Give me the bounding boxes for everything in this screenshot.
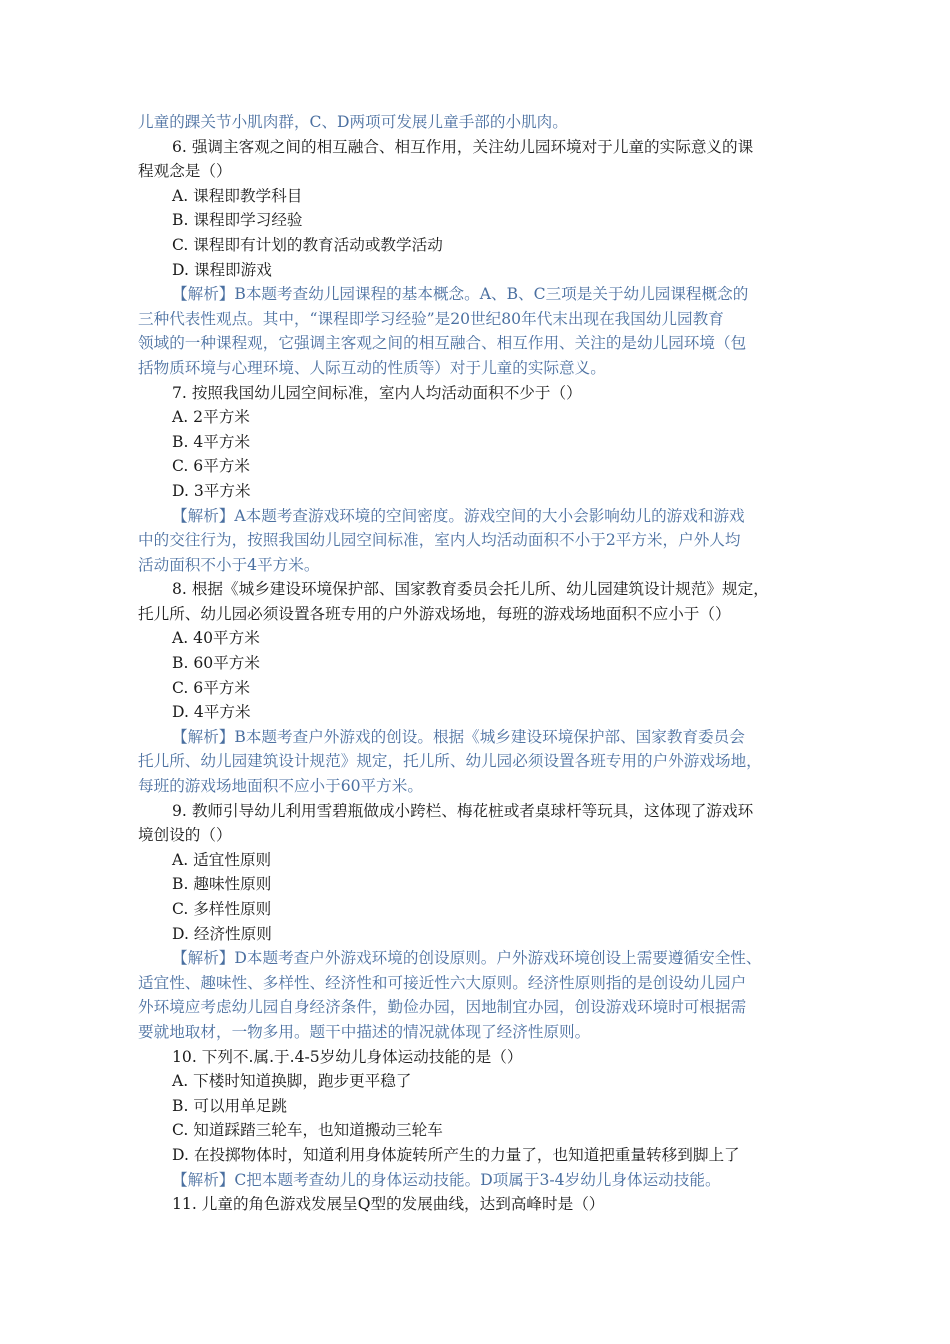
question-line: 境创设的（） bbox=[138, 826, 232, 845]
analysis-line: 【解析】B本题考查户外游戏的创设。根据《城乡建设环境保护部、国家教育委员会 bbox=[172, 727, 745, 746]
question-line: 托儿所、幼儿园必须设置各班专用的户外游戏场地，每班的游戏场地面积不应小于（） bbox=[138, 604, 731, 623]
question-line: B. 课程即学习经验 bbox=[172, 211, 303, 230]
question-line: A. 40平方米 bbox=[172, 629, 260, 648]
question-line: 11. 儿童的角色游戏发展呈Q型的发展曲线，达到高峰时是（） bbox=[172, 1195, 605, 1214]
analysis-line: 三种代表性观点。其中，“课程即学习经验”是20世纪80年代末出现在我国幼儿园教育 bbox=[138, 309, 724, 328]
analysis-line: 括物质环境与心理环境、人际互动的性质等）对于儿童的实际意义。 bbox=[138, 358, 606, 377]
analysis-line: 活动面积不小于4平方米。 bbox=[138, 555, 320, 574]
question-line: D. 4平方米 bbox=[172, 703, 251, 722]
question-line: C. 课程即有计划的教育活动或教学活动 bbox=[172, 235, 443, 254]
question-line: C. 多样性原则 bbox=[172, 900, 272, 918]
question-line: 9. 教师引导幼儿利用雪碧瓶做成小跨栏、梅花桩或者桌球杆等玩具，这体现了游戏环 bbox=[172, 801, 754, 820]
question-line: D. 课程即游戏 bbox=[172, 260, 272, 279]
question-line: A. 课程即教学科目 bbox=[172, 186, 303, 205]
question-line: 8. 根据《城乡建设环境保护部、国家教育委员会托儿所、幼儿园建筑设计规范》规定， bbox=[172, 580, 769, 599]
question-line: C. 知道踩踏三轮车，也知道搬动三轮车 bbox=[172, 1121, 443, 1140]
document-page bbox=[138, 110, 828, 1217]
analysis-line: 【解析】A本题考查游戏环境的空间密度。游戏空间的大小会影响幼儿的游戏和游戏 bbox=[172, 506, 745, 525]
question-line: A. 适宜性原则 bbox=[172, 850, 272, 869]
question-line: D. 经济性原则 bbox=[172, 924, 272, 943]
analysis-line: 托儿所、幼儿园建筑设计规范》规定，托儿所、幼儿园必须设置各班专用的户外游戏场地， bbox=[138, 752, 762, 771]
question-line: A. 下楼时知道换脚，跑步更平稳了 bbox=[172, 1072, 412, 1091]
question-line: 程观念是（） bbox=[138, 162, 232, 181]
question-line: B. 4平方米 bbox=[172, 432, 251, 451]
question-line: 6. 强调主客观之间的相互融合、相互作用，关注幼儿园环境对于儿童的实际意义的课 bbox=[172, 137, 754, 156]
analysis-line: 【解析】D本题考查户外游戏环境的创设原则。户外游戏环境创设上需要遵循安全性、 bbox=[172, 949, 762, 968]
analysis-line: 要就地取材，一物多用。题干中描述的情况就体现了经济性原则。 bbox=[138, 1022, 591, 1041]
question-line: C. 6平方米 bbox=[172, 457, 250, 476]
question-line: 10. 下列不.属.于.4-5岁幼儿身体运动技能的是（） bbox=[172, 1047, 523, 1066]
question-line: B. 可以用单足跳 bbox=[172, 1096, 287, 1115]
question-line: B. 趣味性原则 bbox=[172, 875, 272, 894]
question-line: A. 2平方米 bbox=[172, 408, 250, 427]
analysis-line: 每班的游戏场地面积不应小于60平方米。 bbox=[138, 777, 423, 796]
question-line: D. 在投掷物体时，知道利用身体旋转所产生的力量了，也知道把重量转移到脚上了 bbox=[172, 1145, 740, 1164]
analysis-line: 领域的一种课程观，它强调主客观之间的相互融合、相互作用、关注的是幼儿园环境（包 bbox=[138, 334, 747, 353]
analysis-line: 【解析】B本题考查幼儿园课程的基本概念。A、B、C三项是关于幼儿园课程概念的 bbox=[172, 285, 749, 304]
analysis-line: 外环境应考虑幼儿园自身经济条件，勤俭办园，因地制宜办园，创设游戏环境时可根据需 bbox=[138, 998, 747, 1017]
analysis-line: 【解析】C把本题考查幼儿的身体运动技能。D项属于3-4岁幼儿身体运动技能。 bbox=[172, 1170, 721, 1189]
question-line: D. 3平方米 bbox=[172, 481, 251, 500]
analysis-line: 中的交往行为，按照我国幼儿园空间标准，室内人均活动面积不小于2平方米，户外人均 bbox=[138, 531, 741, 550]
question-line: 7. 按照我国幼儿园空间标准，室内人均活动面积不少于（） bbox=[172, 383, 582, 402]
analysis-line: 儿童的踝关节小肌肉群，C、D两项可发展儿童手部的小肌肉。 bbox=[138, 113, 568, 131]
analysis-line: 适宜性、趣味性、多样性、经济性和可接近性六大原则。经济性原则指的是创设幼儿园户 bbox=[138, 973, 747, 992]
question-line: C. 6平方米 bbox=[172, 678, 250, 697]
question-line: B. 60平方米 bbox=[172, 654, 260, 673]
